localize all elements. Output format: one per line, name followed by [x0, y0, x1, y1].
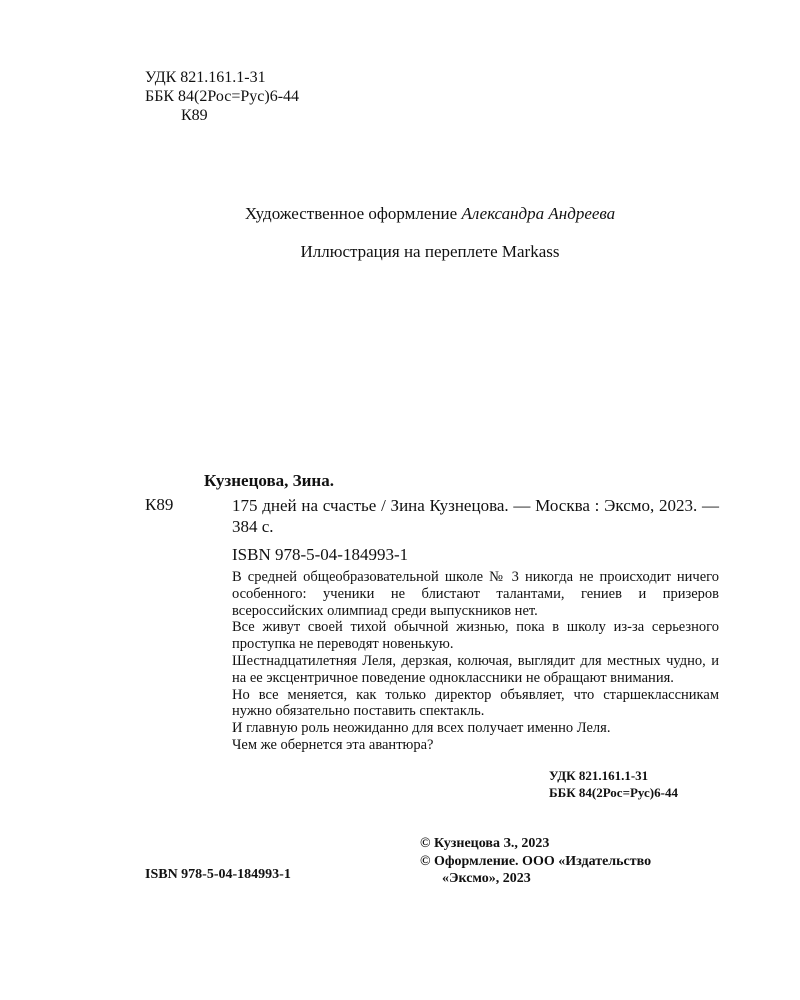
bbk-code: ББК 84(2Рос=Рус)6-44 — [145, 88, 300, 105]
bibliographic-title: 175 дней на счастье / Зина Кузнецова. — Москва : Эксмо, 2023. — 384 с. — [232, 496, 719, 536]
book-annotation — [232, 569, 719, 754]
design-credit-name: Александра Андреева — [461, 204, 616, 223]
annotation-paragraph: И главную роль неожиданно для всех получает именно Леля. — [232, 720, 611, 737]
copyright-author: © Кузнецова З., 2023 — [420, 836, 550, 851]
annotation-paragraph: Все живут своей тихой обычной жизнью, пока в школу из-за серьезного проступка не переводят новенькую. — [232, 619, 719, 653]
copyright-publisher: «Эксмо», 2023 — [442, 871, 531, 886]
udk-code: УДК 821.161.1-31 — [549, 768, 649, 783]
isbn-main: ISBN 978-5-04-184993-1 — [232, 545, 409, 564]
classification-codes-bottom — [549, 767, 678, 801]
annotation-paragraph: Шестнадцатилетняя Леля, дерзкая, колючая, выглядит для местных чудно, и на ее эксцентричное поведение одноклассники не обращают внимания. — [232, 652, 719, 686]
author-mark: К89 — [181, 107, 208, 124]
udk-code: УДК 821.161.1-31 — [145, 69, 266, 86]
cover-illustration-credit: Иллюстрация на переплете Markass — [300, 242, 560, 261]
copyright-design: © Оформление. ООО «Издательство — [420, 853, 652, 869]
design-credit-label: Художественное оформление — [244, 204, 458, 223]
annotation-paragraph: Но все меняется, как только директор объявляет, что старшеклассникам нужно обязательно поставить спектакль. — [232, 686, 719, 720]
annotation-paragraph: Чем же обернется эта авантюра? — [232, 736, 434, 753]
bbk-code: ББК 84(2Рос=Рус)6-44 — [549, 785, 678, 800]
classification-codes-top — [145, 68, 299, 125]
author-mark-side: К89 — [145, 495, 174, 514]
book-author: Кузнецова, Зина. — [204, 471, 334, 490]
isbn-bottom: ISBN 978-5-04-184993-1 — [145, 867, 291, 882]
copyright-block — [420, 835, 651, 888]
annotation-paragraph: В средней общеобразовательной школе № 3 никогда не происходит ничего особенного: ученики не блистают талантами, гениев и призеров всероссийских олимпиад среди выпускников нет. — [232, 569, 719, 619]
design-credit — [0, 204, 800, 224]
